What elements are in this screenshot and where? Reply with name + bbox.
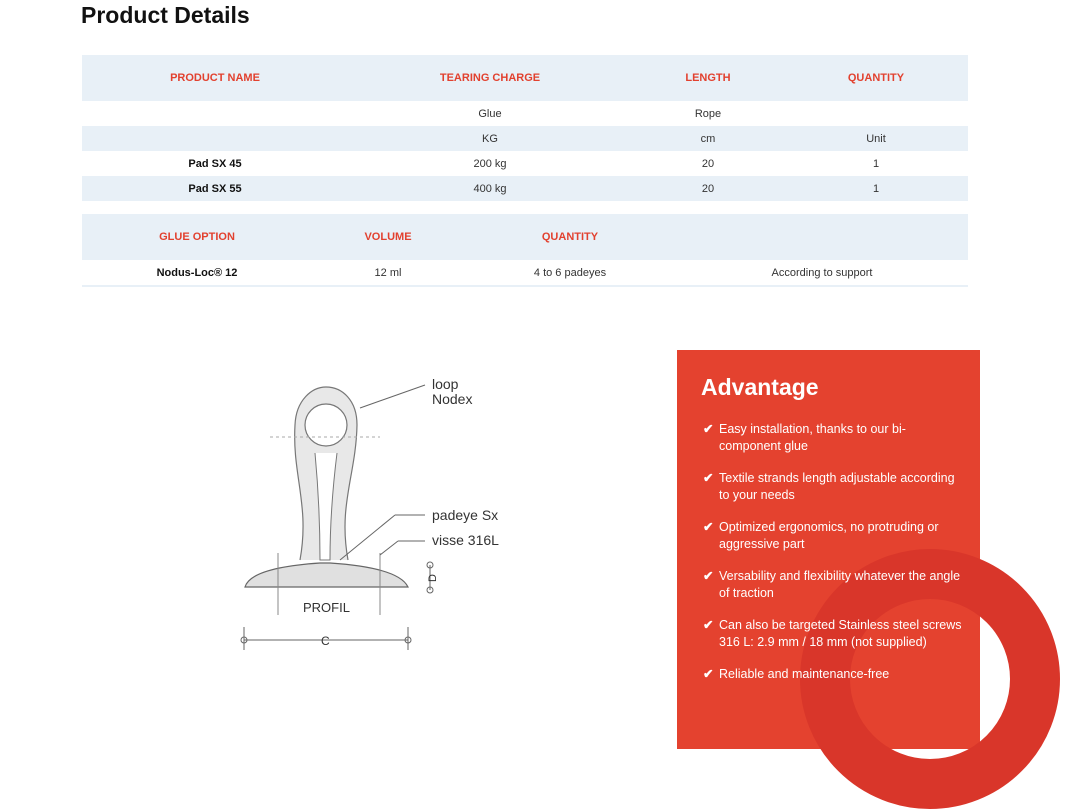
col-empty xyxy=(676,214,968,260)
label-profil: PROFIL xyxy=(303,600,350,615)
cell: 1 xyxy=(872,157,880,170)
table-row xyxy=(82,151,968,176)
cell: Pad SX 45 xyxy=(188,157,242,170)
table-row xyxy=(82,126,968,151)
col-length: LENGTH xyxy=(632,55,784,101)
col-quantity: QUANTITY xyxy=(464,214,676,260)
col-tearing-charge: TEARING CHARGE xyxy=(348,55,632,101)
list-item: ✔ Can also be targeted Stainless steel screws 316 L: 2.9 mm / 18 mm (not supplied) xyxy=(703,618,962,649)
list-item: ✔ Easy installation, thanks to our bi-component glue xyxy=(703,422,906,453)
cell xyxy=(784,101,968,126)
label-visse: visse 316L xyxy=(432,532,499,548)
checkmark-icon: ✔ xyxy=(703,618,714,632)
label-d: D xyxy=(427,574,439,582)
cell xyxy=(82,126,348,151)
glue-table xyxy=(82,214,968,287)
list-item: ✔ Textile strands length adjustable according to your needs xyxy=(703,471,955,502)
cell: 1 xyxy=(784,176,968,201)
cell: According to support xyxy=(771,266,873,279)
table-row xyxy=(82,176,968,201)
cell: Glue xyxy=(478,107,502,120)
col-volume: VOLUME xyxy=(312,214,464,260)
cell: 200 kg xyxy=(473,157,507,170)
label-c: C xyxy=(321,634,330,648)
cell: Rope xyxy=(694,107,722,120)
col-product-name: PRODUCT NAME xyxy=(82,55,348,101)
table-row xyxy=(82,260,968,286)
label-padeye: padeye Sx xyxy=(432,507,499,523)
cell: KG xyxy=(348,126,632,151)
cell: Nodus-Loc® 12 xyxy=(156,266,238,279)
cell: 4 to 6 padeyes xyxy=(533,266,607,279)
checkmark-icon: ✔ xyxy=(703,471,714,485)
cell: 20 xyxy=(701,157,715,170)
label-loop: loop xyxy=(432,376,459,392)
cell: 400 kg xyxy=(348,176,632,201)
cell: 20 xyxy=(632,176,784,201)
cell: Unit xyxy=(784,126,968,151)
cell: Pad SX 55 xyxy=(82,176,348,201)
checkmark-icon: ✔ xyxy=(703,569,714,583)
col-glue-option: GLUE OPTION xyxy=(82,214,312,260)
product-table xyxy=(82,55,968,201)
page-title: Product Details xyxy=(81,2,250,28)
padeye-diagram xyxy=(230,365,499,655)
advantage-panel xyxy=(677,350,980,749)
list-item: ✔ Reliable and maintenance-free xyxy=(703,667,890,681)
table-header xyxy=(82,55,968,101)
label-nodex: Nodex xyxy=(432,391,473,407)
advantage-title: Advantage xyxy=(701,374,819,400)
cell: cm xyxy=(632,126,784,151)
list-item: ✔ Versability and flexibility whatever the angle of traction xyxy=(703,569,961,600)
cell: 12 ml xyxy=(374,266,402,279)
table-row xyxy=(82,101,968,126)
advantage-list xyxy=(677,421,980,683)
checkmark-icon: ✔ xyxy=(703,520,714,534)
cell xyxy=(82,101,348,126)
col-quantity: QUANTITY xyxy=(784,55,968,101)
checkmark-icon: ✔ xyxy=(703,422,714,436)
list-item: ✔ Optimized ergonomics, no protruding or aggressive part xyxy=(703,520,939,551)
table-header xyxy=(82,214,968,260)
checkmark-icon: ✔ xyxy=(703,667,714,681)
